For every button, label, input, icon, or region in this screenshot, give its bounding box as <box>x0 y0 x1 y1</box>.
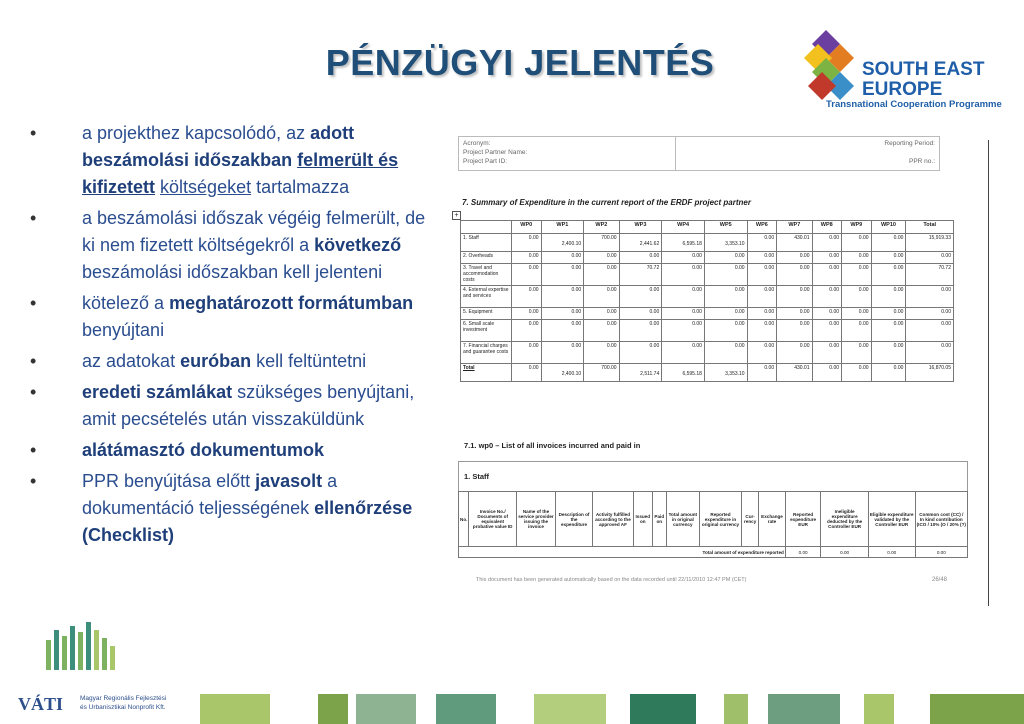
invoice-total-cell: 0.00 <box>868 547 915 558</box>
bullet-item <box>30 290 440 344</box>
table-row <box>461 264 954 286</box>
decorative-bar <box>200 694 270 724</box>
table-cell: 0.00 <box>777 308 812 320</box>
invoice-header-cell: Description of the expenditure <box>555 492 592 547</box>
bullet-text: a dokumentáció teljességének <box>82 471 338 518</box>
table-cell: 0.00 <box>541 308 584 320</box>
reporting-period-label: Reporting Period: <box>884 140 935 147</box>
table-cell: 0.00 <box>906 252 954 264</box>
table-cell: 0.00 <box>812 308 842 320</box>
invoice-header-cell: Invoice No./ Documents of equivalent probative value ID <box>469 492 517 547</box>
table-header-cell: WP5 <box>704 221 747 234</box>
table-header-cell: WP6 <box>747 221 777 234</box>
table-cell: 0.00 <box>619 320 662 342</box>
bullet-item <box>30 437 440 464</box>
vati-sub-line2: és Urbanisztikai Nonprofit Kft. <box>80 704 166 711</box>
invoice-header-cell: Exchange rate <box>759 492 786 547</box>
table-cell: 6,595.18 <box>662 234 705 252</box>
table-row <box>461 252 954 264</box>
table-cell: 2,400.10 <box>541 364 584 382</box>
table-cell: 0.00 <box>871 320 906 342</box>
table-cell: 0.00 <box>777 286 812 308</box>
invoice-header-cell: Paid on <box>652 492 666 547</box>
table-cell: 0.00 <box>812 364 842 382</box>
header-divider <box>675 137 676 170</box>
decorative-bar <box>356 694 416 724</box>
table-cell: 0.00 <box>512 364 542 382</box>
bullet-dot: • <box>30 208 37 228</box>
bullet-text: kötelező a <box>82 293 170 313</box>
table-cell: 0.00 <box>842 264 872 286</box>
bullet-dot: • <box>30 382 37 402</box>
table-cell: 0.00 <box>871 234 906 252</box>
table-cell: 70.72 <box>906 264 954 286</box>
bullet-dot: • <box>30 123 37 143</box>
table-cell: 3,353.10 <box>704 364 747 382</box>
table-cell: 3,353.10 <box>704 234 747 252</box>
document-footer: This document has been generated automatically based on the data recorded until 22/11/2010 12:47 PM (CET) <box>476 577 747 583</box>
invoice-total-cell: 0.00 <box>915 547 967 558</box>
table-header-cell: WP8 <box>812 221 842 234</box>
table-row <box>461 234 954 252</box>
bullet-bold: adott beszámolási időszakban <box>82 123 355 170</box>
decorative-bar <box>630 694 696 724</box>
table-cell: 430.01 <box>777 234 812 252</box>
table-cell: 2,400.10 <box>541 234 584 252</box>
row-label: 7. Financial charges and guarantee costs <box>461 342 512 364</box>
invoice-total-cell: 0.00 <box>785 547 821 558</box>
table-cell: 0.00 <box>777 342 812 364</box>
table-cell: 0.00 <box>512 308 542 320</box>
vati-sub-line1: Magyar Regionális Fejlesztési <box>80 695 167 702</box>
table-cell: 0.00 <box>704 320 747 342</box>
table-cell: 0.00 <box>747 342 777 364</box>
table-cell: 0.00 <box>842 286 872 308</box>
table-header-cell: WP3 <box>619 221 662 234</box>
table-cell: 0.00 <box>747 234 777 252</box>
table-cell: 0.00 <box>541 286 584 308</box>
table-cell: 0.00 <box>906 342 954 364</box>
table-header-cell <box>461 221 512 234</box>
table-cell: 0.00 <box>704 252 747 264</box>
table-header-cell: Total <box>906 221 954 234</box>
table-cell: 0.00 <box>747 286 777 308</box>
table-cell: 70.72 <box>619 264 662 286</box>
table-header-cell: WP4 <box>662 221 705 234</box>
table-cell: 0.00 <box>777 320 812 342</box>
table-cell: 0.00 <box>704 286 747 308</box>
row-label: 6. Small scale investment <box>461 320 512 342</box>
bullet-text: benyújtani <box>82 320 165 340</box>
row-label: Total <box>461 364 512 382</box>
table-header-cell: WP9 <box>842 221 872 234</box>
section-7-title: 7. Summary of Expenditure in the current report of the ERDF project partner <box>462 198 751 207</box>
partner-name-label: Project Partner Name: <box>463 149 528 156</box>
row-label: 5. Equipment <box>461 308 512 320</box>
staff-title: 1. Staff <box>464 472 490 481</box>
invoice-header-cell: Total amount in original currency <box>666 492 699 547</box>
invoice-header-cell: Eligible expenditure validated by the Controller EUR <box>868 492 915 547</box>
bullet-list <box>30 120 440 553</box>
table-cell: 0.00 <box>906 320 954 342</box>
table-cell: 0.00 <box>747 264 777 286</box>
table-cell: 0.00 <box>584 320 619 342</box>
table-cell: 0.00 <box>512 234 542 252</box>
table-cell: 0.00 <box>812 252 842 264</box>
row-label: 1. Staff <box>461 234 512 252</box>
table-cell: 0.00 <box>842 234 872 252</box>
table-row <box>461 286 954 308</box>
table-cell: 0.00 <box>747 320 777 342</box>
table-cell: 0.00 <box>842 320 872 342</box>
decorative-bar <box>768 694 840 724</box>
invoice-total-label: Total amount of expenditure reported <box>459 547 786 558</box>
table-cell: 0.00 <box>906 286 954 308</box>
bullet-dot: • <box>30 351 37 371</box>
bullet-text: szükséges benyújtani, amit pecsételés után visszaküldünk <box>82 382 415 429</box>
table-header-cell: WP2 <box>584 221 619 234</box>
table-cell: 0.00 <box>871 308 906 320</box>
invoice-header-cell: Reported expenditure EUR <box>785 492 821 547</box>
table-cell: 0.00 <box>704 342 747 364</box>
invoice-header-cell: Ineligible expenditure deducted by the Controller EUR <box>821 492 869 547</box>
decorative-bar <box>534 694 606 724</box>
bullet-dot: • <box>30 440 37 460</box>
table-cell: 0.00 <box>871 286 906 308</box>
expenditure-summary-table <box>460 220 954 382</box>
table-cell: 0.00 <box>812 234 842 252</box>
invoice-header-cell: Reported expenditure in original currency <box>699 492 741 547</box>
row-label: 3. Travel and accommodation costs <box>461 264 512 286</box>
page-number: 26/48 <box>932 577 948 583</box>
bullet-text: a beszámolási időszak végéig felmerült, de ki nem fizetett költségekről a <box>82 208 426 255</box>
logo-line2: EUROPE <box>862 79 943 100</box>
row-label: 2. Overheads <box>461 252 512 264</box>
table-cell: 0.00 <box>512 342 542 364</box>
bullet-text: tartalmazza <box>251 177 350 197</box>
bullet-bold: meghatározott formátumban <box>169 293 414 313</box>
table-cell: 0.00 <box>584 264 619 286</box>
table-cell: 0.00 <box>842 364 872 382</box>
table-row <box>461 308 954 320</box>
table-row <box>461 320 954 342</box>
table-cell: 0.00 <box>662 264 705 286</box>
bullet-item <box>30 120 440 201</box>
table-cell: 0.00 <box>871 342 906 364</box>
table-cell: 0.00 <box>812 342 842 364</box>
decorative-bar <box>930 694 1024 724</box>
row-label: 4. External expertise and services <box>461 286 512 308</box>
table-cell: 15,919.33 <box>906 234 954 252</box>
table-cell: 0.00 <box>842 252 872 264</box>
vati-logo-text: VÁTI <box>18 694 64 714</box>
table-cell: 0.00 <box>777 252 812 264</box>
table-row <box>461 364 954 382</box>
decorative-bar <box>864 694 894 724</box>
invoice-header-cell: Issued on <box>633 492 652 547</box>
table-header-cell: WP1 <box>541 221 584 234</box>
table-cell: 0.00 <box>541 252 584 264</box>
table-cell: 0.00 <box>662 286 705 308</box>
table-cell: 2,511.74 <box>619 364 662 382</box>
bullet-text: beszámolási időszakban kell jelenteni <box>82 262 383 282</box>
table-cell: 0.00 <box>584 342 619 364</box>
table-cell: 0.00 <box>662 342 705 364</box>
table-cell: 0.00 <box>662 308 705 320</box>
table-cell: 0.00 <box>704 264 747 286</box>
table-cell: 0.00 <box>619 252 662 264</box>
bullet-text: a projekthez kapcsolódó, az <box>82 123 311 143</box>
page-edge-line <box>988 140 989 606</box>
table-cell: 0.00 <box>906 308 954 320</box>
bullet-item <box>30 205 440 286</box>
table-cell: 0.00 <box>704 308 747 320</box>
table-cell: 0.00 <box>812 264 842 286</box>
table-cell: 700.00 <box>584 234 619 252</box>
table-row <box>461 342 954 364</box>
invoice-header-cell: Name of the service provider issuing the invoice <box>517 492 556 547</box>
table-header-cell: WP7 <box>777 221 812 234</box>
vati-subtitle <box>80 694 166 712</box>
bullet-item <box>30 468 440 549</box>
logo-line1: SOUTH EAST <box>862 59 985 80</box>
staff-header-box <box>458 461 968 492</box>
table-cell: 430.01 <box>777 364 812 382</box>
table-cell: 6,595.18 <box>662 364 705 382</box>
table-cell: 0.00 <box>842 308 872 320</box>
table-cell: 700.00 <box>584 364 619 382</box>
table-cell: 0.00 <box>619 342 662 364</box>
table-cell: 0.00 <box>541 264 584 286</box>
bullet-bold: javasolt <box>255 471 323 491</box>
table-cell: 0.00 <box>584 252 619 264</box>
invoice-header-cell: Common cost (CC) / In kind contribution (ICO / 10% (O / 20% (?) <box>915 492 967 547</box>
table-cell: 0.00 <box>584 308 619 320</box>
table-cell: 0.00 <box>512 286 542 308</box>
table-cell: 0.00 <box>512 320 542 342</box>
acronym-label: Acronym: <box>463 140 491 147</box>
expand-icon: + <box>452 211 461 220</box>
bullet-item <box>30 379 440 433</box>
invoice-header-cell: No. <box>459 492 469 547</box>
section-71-title: 7.1. wp0 – List of all invoices incurred and paid in <box>464 441 641 450</box>
page-title: PÉNZÜGYI JELENTÉS <box>325 42 715 83</box>
bullet-text: kell feltüntetni <box>251 351 367 371</box>
logo-subtitle: Transnational Cooperation Programme <box>826 99 1002 110</box>
bullet-bold: következő <box>314 235 402 255</box>
table-cell: 0.00 <box>871 264 906 286</box>
bullet-underline: költségeket <box>160 177 252 197</box>
bullet-bold-underline: felmerült és kifizetett <box>82 150 399 197</box>
logo-text <box>862 60 984 100</box>
partner-id-label: Project Part ID: <box>463 158 508 165</box>
bullet-bold: eredeti számlákat <box>82 382 233 402</box>
table-cell: 0.00 <box>619 286 662 308</box>
decorative-bar <box>436 694 496 724</box>
bullet-bold: ellenőrzése (Checklist) <box>82 498 413 545</box>
table-cell: 0.00 <box>512 252 542 264</box>
table-header-cell: WP10 <box>871 221 906 234</box>
table-cell: 0.00 <box>747 364 777 382</box>
decorative-bar <box>724 694 748 724</box>
table-cell: 0.00 <box>747 252 777 264</box>
table-cell: 0.00 <box>584 286 619 308</box>
invoice-header-cell: Activity fulfilled according to the approved AF <box>593 492 634 547</box>
decorative-bar <box>318 694 348 724</box>
bullet-item <box>30 348 440 375</box>
bullet-dot: • <box>30 471 37 491</box>
bullet-bold: alátámasztó dokumentumok <box>82 440 325 460</box>
bullet-dot: • <box>30 293 37 313</box>
table-header-cell: WP0 <box>512 221 542 234</box>
vati-bars-icon <box>44 618 124 678</box>
table-cell: 0.00 <box>777 264 812 286</box>
table-cell: 2,441.62 <box>619 234 662 252</box>
table-cell: 0.00 <box>662 252 705 264</box>
table-cell: 16,870.05 <box>906 364 954 382</box>
table-cell: 0.00 <box>871 364 906 382</box>
table-cell: 0.00 <box>842 342 872 364</box>
table-cell: 0.00 <box>662 320 705 342</box>
table-cell: 0.00 <box>619 308 662 320</box>
bullet-text: PPR benyújtása előtt <box>82 471 256 491</box>
table-cell: 0.00 <box>812 286 842 308</box>
table-cell: 0.00 <box>541 342 584 364</box>
table-cell: 0.00 <box>812 320 842 342</box>
table-cell: 0.00 <box>512 264 542 286</box>
bullet-text: az adatokat <box>82 351 181 371</box>
table-cell: 0.00 <box>541 320 584 342</box>
bullet-bold: euróban <box>180 351 252 371</box>
invoice-table <box>458 491 968 558</box>
table-cell: 0.00 <box>747 308 777 320</box>
report-document-image <box>452 136 988 606</box>
invoice-header-cell: Cur-rency <box>742 492 759 547</box>
invoice-total-cell: 0.00 <box>821 547 869 558</box>
report-header-box <box>458 136 940 171</box>
ppr-no-label: PPR no.: <box>908 158 935 165</box>
table-cell: 0.00 <box>871 252 906 264</box>
